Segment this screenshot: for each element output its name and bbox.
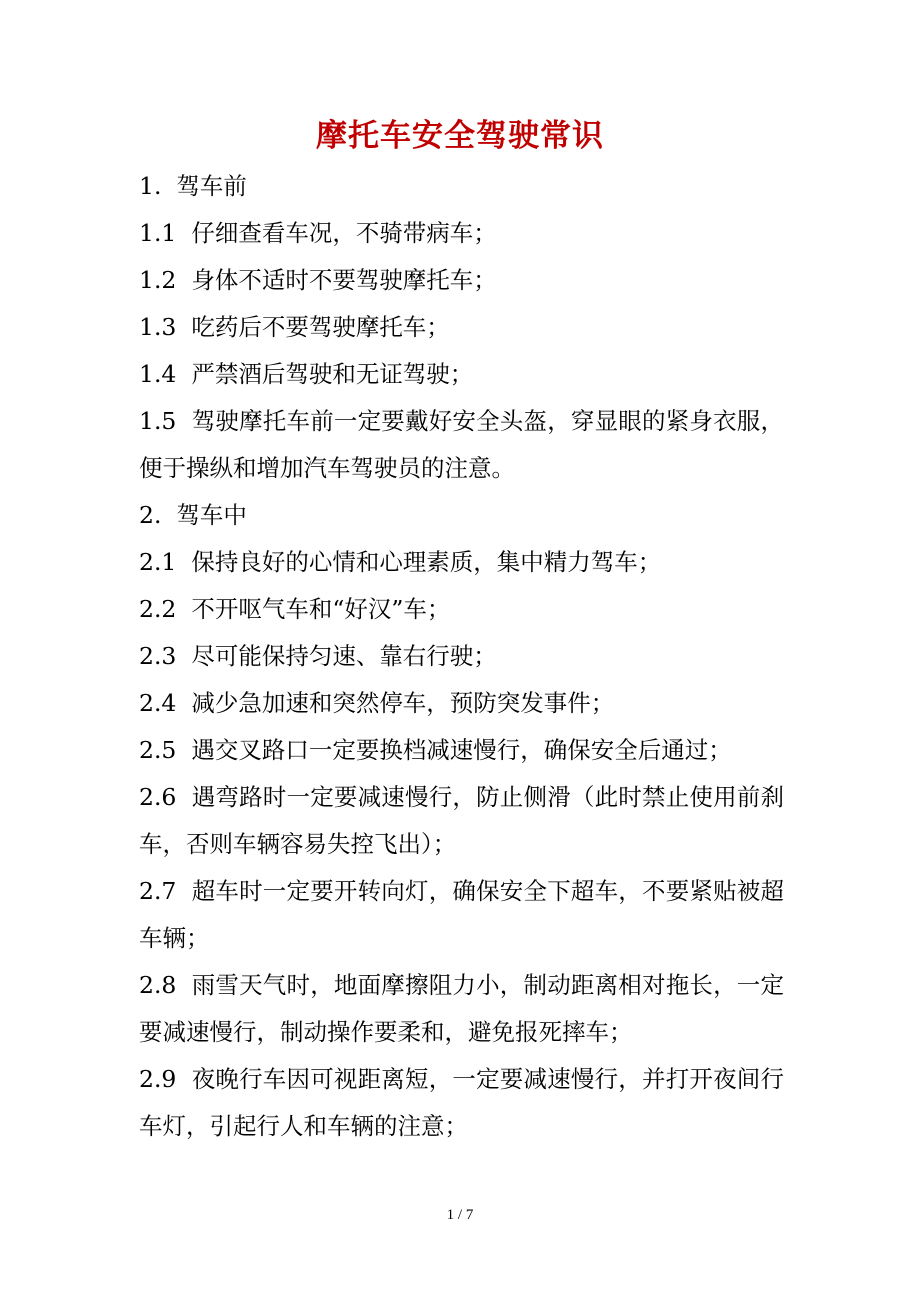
list-item: 1.3 吃药后不要驾驶摩托车； xyxy=(139,313,450,341)
list-item: 1.2 身体不适时不要驾驶摩托车； xyxy=(139,266,497,294)
list-item: 2.9 夜晚行车因可视距离短，一定要减速慢行，并打开夜间行车灯，引起行人和车辆的注意； xyxy=(139,1065,784,1140)
list-item: 2.4 减少急加速和突然停车，预防突发事件； xyxy=(139,689,615,717)
section-heading: 2. 驾车中 xyxy=(139,501,247,529)
list-item: 2.7 超车时一定要开转向灯，确保安全下超车，不要紧贴被超车辆； xyxy=(139,877,784,952)
list-item: 1.5 驾驶摩托车前一定要戴好安全头盔，穿显眼的紧身衣服，便于操纵和增加汽车驾驶员的注意。 xyxy=(139,407,784,482)
document-title: 摩托车安全驾驶常识 xyxy=(316,118,604,154)
list-item: 2.2 不开呕气车和“好汉”车； xyxy=(139,595,451,623)
list-item: 2.5 遇交叉路口一定要换档减速慢行，确保安全后通过； xyxy=(139,736,732,764)
list-item: 2.6 遇弯路时一定要减速慢行，防止侧滑（此时禁止使用前刹车，否则车辆容易失控飞出）； xyxy=(139,783,784,858)
list-item: 2.3 尽可能保持匀速、靠右行驶； xyxy=(139,642,497,670)
list-item: 2.8 雨雪天气时，地面摩擦阻力小，制动距离相对拖长，一定要减速慢行，制动操作要柔和，避免报死摔车； xyxy=(139,971,784,1046)
list-item: 1.4 严禁酒后驾驶和无证驾驶； xyxy=(139,360,474,388)
section-heading: 1. 驾车前 xyxy=(139,172,247,200)
list-item: 2.1 保持良好的心情和心理素质，集中精力驾车； xyxy=(139,548,662,576)
page-number: 1 / 7 xyxy=(446,1207,474,1223)
list-item: 1.1 仔细查看车况，不骑带病车； xyxy=(139,219,497,247)
document-body xyxy=(139,163,784,1150)
